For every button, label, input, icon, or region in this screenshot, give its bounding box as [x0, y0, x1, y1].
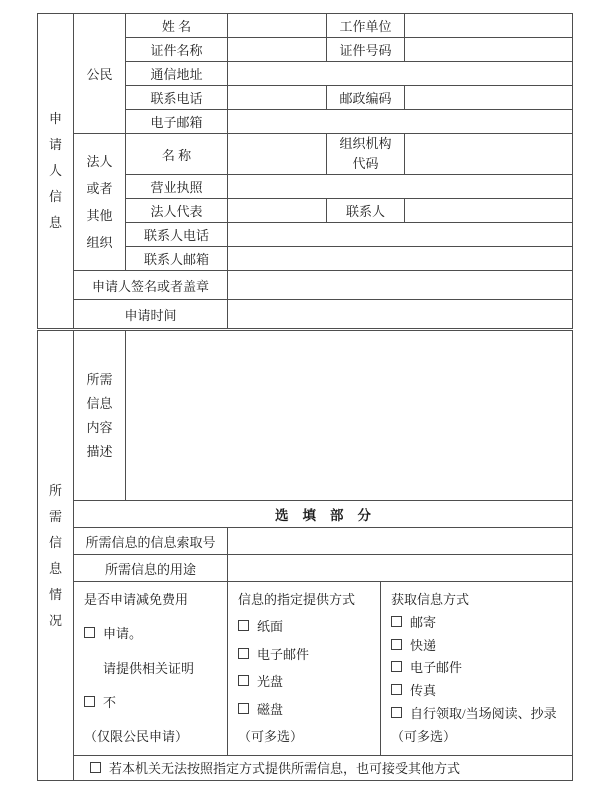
field-label-phone: 联系电话	[126, 86, 228, 110]
obtain-method-column	[381, 582, 573, 756]
group-label-legal-entity	[74, 134, 126, 271]
obtain-option-email[interactable]	[391, 659, 568, 677]
provide-paper-label: 纸面	[257, 619, 284, 635]
checkbox-provide-email[interactable]	[238, 648, 249, 659]
field-input-email[interactable]	[228, 110, 573, 134]
fee-apply-label: 申请。	[103, 626, 143, 642]
provide-method-column	[228, 582, 381, 756]
fee-no-label: 不	[103, 694, 117, 710]
fee-apply-note: 请提供相关证明	[103, 660, 195, 676]
field-label-cert-name: 证件名称	[126, 38, 228, 62]
field-input-contact-phone[interactable]	[228, 223, 573, 247]
obtain-self-pickup-label: 自行领取/当场阅读、抄录	[410, 706, 557, 722]
field-label-index-number: 所需信息的信息索取号	[74, 528, 228, 555]
checkbox-obtain-email[interactable]	[391, 661, 402, 672]
obtain-express-label: 快递	[410, 637, 437, 653]
field-label-org-name: 名 称	[126, 134, 228, 175]
field-input-org-code[interactable]	[405, 134, 573, 175]
fee-waiver-footnote: （仅限公民申请）	[84, 729, 189, 744]
provide-method-title: 信息的指定提供方式	[238, 592, 356, 607]
field-label-org-code	[327, 134, 405, 175]
provide-option-email[interactable]	[238, 646, 376, 664]
other-method-label: 若本机关无法按照指定方式提供所需信息，也可接受其他方式	[109, 760, 461, 776]
field-input-work-unit[interactable]	[405, 14, 573, 38]
field-input-phone[interactable]	[228, 86, 327, 110]
obtain-option-mail[interactable]	[391, 614, 568, 632]
field-input-contact-email[interactable]	[228, 247, 573, 271]
obtain-method-footnote: （可多选）	[391, 728, 457, 744]
group-label-citizen: 公民	[74, 14, 126, 134]
checkbox-fax[interactable]	[391, 684, 402, 695]
field-label-contact-email: 联系人邮箱	[126, 247, 228, 271]
applicant-info-vertical-label: 申请人信息	[48, 111, 62, 230]
field-label-content-description	[74, 331, 126, 501]
field-label-email: 电子邮箱	[126, 110, 228, 134]
field-label-work-unit: 工作单位	[327, 14, 405, 38]
section-label-requested-info	[38, 331, 74, 781]
obtain-option-self-pickup[interactable]	[391, 705, 568, 723]
applicant-info-table	[37, 13, 573, 329]
field-label-legal-rep: 法人代表	[126, 199, 228, 223]
fee-waiver-option-apply[interactable]	[84, 625, 223, 643]
provide-cd-label: 光盘	[257, 674, 284, 690]
field-input-address[interactable]	[228, 62, 573, 86]
org-code-label: 组织机构代码	[339, 136, 392, 171]
checkbox-express[interactable]	[391, 639, 402, 650]
legal-entity-label: 法人或者其他组织	[86, 154, 113, 250]
requested-info-vertical-label: 所需信息情况	[48, 482, 62, 628]
field-label-signature: 申请人签名或者盖章	[74, 271, 228, 300]
checkbox-self-pickup[interactable]	[391, 707, 402, 718]
provide-email-label: 电子邮件	[257, 646, 310, 662]
provide-option-cd[interactable]	[238, 673, 376, 691]
field-label-apply-time: 申请时间	[74, 300, 228, 329]
field-input-postcode[interactable]	[405, 86, 573, 110]
field-input-cert-number[interactable]	[405, 38, 573, 62]
checkbox-other-method[interactable]	[90, 762, 101, 773]
field-input-index-number[interactable]	[228, 528, 573, 555]
obtain-fax-label: 传真	[410, 683, 437, 699]
field-input-org-name[interactable]	[228, 134, 327, 175]
section-label-applicant-info	[38, 14, 74, 329]
content-description-label: 所需信息内容描述	[86, 371, 113, 459]
field-label-postcode: 邮政编码	[327, 86, 405, 110]
optional-section-header: 选填部分	[74, 501, 573, 528]
fee-waiver-title: 是否申请减免费用	[84, 592, 189, 607]
other-method-row[interactable]	[74, 756, 573, 781]
provide-disk-label: 磁盘	[257, 701, 284, 717]
field-label-name: 姓 名	[126, 14, 228, 38]
field-label-purpose: 所需信息的用途	[74, 555, 228, 582]
obtain-option-fax[interactable]	[391, 682, 568, 700]
checkbox-paper[interactable]	[238, 620, 249, 631]
field-label-contact-person: 联系人	[327, 199, 405, 223]
field-input-contact-person[interactable]	[405, 199, 573, 223]
provide-method-footnote: （可多选）	[238, 728, 304, 744]
field-input-license[interactable]	[228, 175, 573, 199]
field-input-legal-rep[interactable]	[228, 199, 327, 223]
fee-waiver-column	[74, 582, 228, 756]
field-input-cert-name[interactable]	[228, 38, 327, 62]
field-label-contact-phone: 联系人电话	[126, 223, 228, 247]
checkbox-no-apply[interactable]	[84, 696, 95, 707]
obtain-mail-label: 邮寄	[410, 614, 437, 630]
checkbox-apply[interactable]	[84, 627, 95, 638]
field-input-content-description[interactable]	[126, 331, 573, 501]
field-input-apply-time[interactable]	[228, 300, 573, 329]
obtain-email-label: 电子邮件	[410, 660, 463, 676]
provide-option-paper[interactable]	[238, 618, 376, 636]
checkbox-mail[interactable]	[391, 616, 402, 627]
field-label-cert-number: 证件号码	[327, 38, 405, 62]
field-label-license: 营业执照	[126, 175, 228, 199]
obtain-method-title: 获取信息方式	[391, 592, 470, 607]
provide-option-disk[interactable]	[238, 701, 376, 719]
field-label-address: 通信地址	[126, 62, 228, 86]
checkbox-disk[interactable]	[238, 703, 249, 714]
field-input-signature[interactable]	[228, 271, 573, 300]
requested-info-table	[37, 330, 573, 781]
fee-waiver-option-no[interactable]	[84, 694, 223, 712]
field-input-name[interactable]	[228, 14, 327, 38]
field-input-purpose[interactable]	[228, 555, 573, 582]
checkbox-cd[interactable]	[238, 675, 249, 686]
obtain-option-express[interactable]	[391, 637, 568, 655]
